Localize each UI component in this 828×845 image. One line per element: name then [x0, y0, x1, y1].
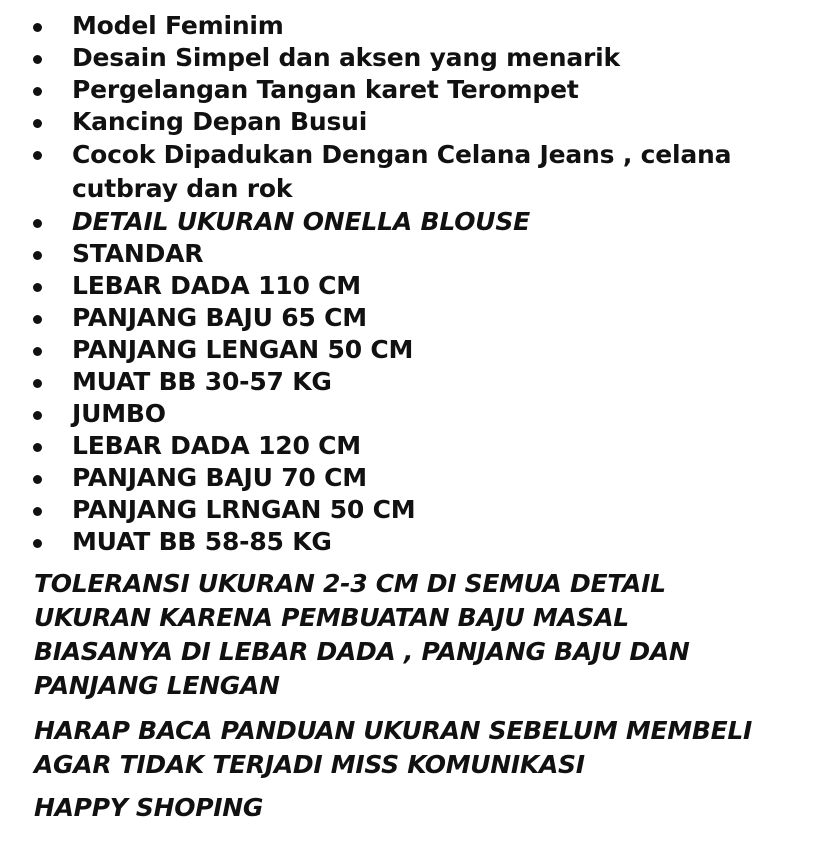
list-item [0, 526, 800, 558]
bullet-icon [33, 411, 42, 420]
bullet-icon [33, 87, 42, 96]
tolerance-note-line: TOLERANSI UKURAN 2-3 CM DI SEMUA DETAIL [34, 569, 666, 598]
list-item-text: Cocok Dipadukan Dengan Celana Jeans , celana cutbray dan rok [72, 140, 732, 203]
list-item [0, 206, 800, 238]
bullet-icon [33, 507, 42, 516]
bullet-icon [33, 347, 42, 356]
closing-greeting-text: HAPPY SHOPING [34, 793, 264, 822]
size-category-standard: STANDAR [72, 239, 204, 268]
list-item-text: PANJANG LRNGAN 50 CM [72, 495, 416, 524]
tolerance-note-line: PANJANG LENGAN [34, 671, 280, 700]
list-item [0, 270, 800, 302]
closing-greeting [34, 791, 263, 825]
list-item [0, 334, 800, 366]
list-item [0, 74, 800, 106]
bullet-icon [33, 283, 42, 292]
list-item-text: MUAT BB 30-57 KG [72, 367, 332, 396]
size-guide-note-line: HARAP BACA PANDUAN UKURAN SEBELUM MEMBELI [34, 716, 752, 745]
list-item-text: LEBAR DADA 120 CM [72, 431, 361, 460]
list-item [0, 462, 800, 494]
list-item-text: MUAT BB 58-85 KG [72, 527, 332, 556]
bullet-icon [33, 55, 42, 64]
bullet-icon [33, 119, 42, 128]
bullet-icon [33, 23, 42, 32]
list-item-text: Pergelangan Tangan karet Terompet [72, 75, 579, 104]
list-item [0, 138, 762, 206]
list-item [0, 366, 800, 398]
bullet-icon [33, 539, 42, 548]
list-item-text: PANJANG BAJU 70 CM [72, 463, 367, 492]
list-item [0, 238, 800, 270]
feature-list [0, 10, 800, 558]
bullet-icon [33, 443, 42, 452]
list-item-text: PANJANG BAJU 65 CM [72, 303, 367, 332]
tolerance-note-line: UKURAN KARENA PEMBUATAN BAJU MASAL [34, 603, 629, 632]
list-item-text: Model Feminim [72, 11, 284, 40]
bullet-icon [33, 379, 42, 388]
list-item [0, 10, 800, 42]
list-item [0, 42, 800, 74]
list-item-text: LEBAR DADA 110 CM [72, 271, 361, 300]
size-category-jumbo: JUMBO [72, 399, 166, 428]
list-item [0, 494, 800, 526]
list-item [0, 430, 800, 462]
bullet-icon [33, 251, 42, 260]
bullet-icon [33, 475, 42, 484]
size-guide-note [34, 714, 752, 782]
list-item-text: PANJANG LENGAN 50 CM [72, 335, 414, 364]
list-item [0, 302, 800, 334]
size-guide-note-line: AGAR TIDAK TERJADI MISS KOMUNIKASI [34, 750, 585, 779]
list-item-text: Kancing Depan Busui [72, 107, 368, 136]
bullet-icon [33, 315, 42, 324]
list-item [0, 106, 800, 138]
bullet-icon [33, 151, 42, 160]
tolerance-note-line: BIASANYA DI LEBAR DADA , PANJANG BAJU DAN [34, 637, 690, 666]
bullet-icon [33, 219, 42, 228]
size-detail-heading: DETAIL UKURAN ONELLA BLOUSE [72, 207, 531, 236]
list-item-text: Desain Simpel dan aksen yang menarik [72, 43, 620, 72]
list-item [0, 398, 800, 430]
tolerance-note [34, 567, 690, 703]
